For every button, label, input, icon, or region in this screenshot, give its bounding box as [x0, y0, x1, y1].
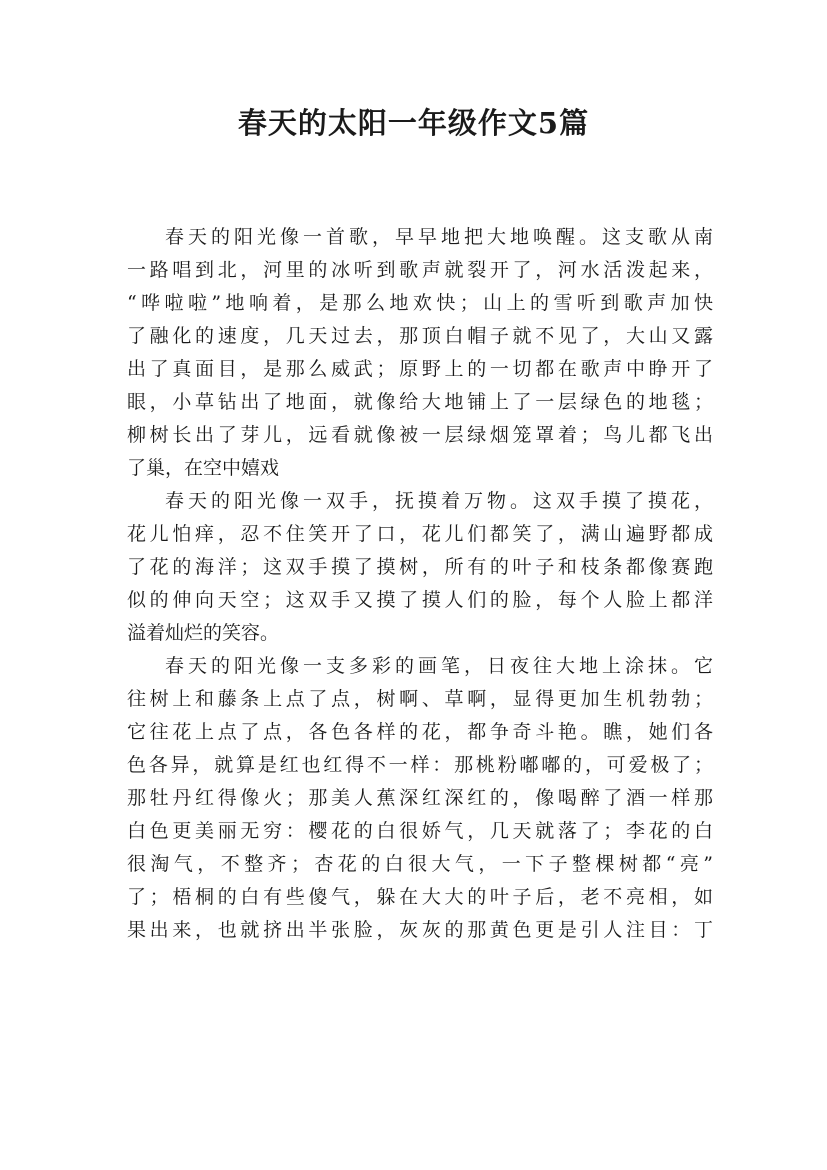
text-line: 它往花上点了点，各色各样的花，都争奇斗艳。瞧，她们各: [127, 721, 713, 743]
text-line: 花儿怕痒，忍不住笑开了口，花儿们都笑了，满山遍野都成: [127, 523, 713, 545]
text-line: “哗啦啦”地响着，是那么地欢快；山上的雪听到歌声加快: [127, 292, 713, 314]
text-line: 溢着灿烂的笑容。: [127, 622, 280, 644]
text-line: 白色更美丽无穷：樱花的白很娇气，几天就落了；李花的白: [127, 820, 713, 842]
text-line: 出了真面目，是那么威武；原野上的一切都在歌声中睁开了: [127, 358, 713, 380]
text-line: 春天的阳光像一首歌，早早地把大地唤醒。这支歌从南: [165, 226, 713, 248]
text-line: 那牡丹红得像火；那美人蕉深红深红的，像喝醉了酒一样那: [127, 787, 713, 809]
text-line: 一路唱到北，河里的冰听到歌声就裂开了，河水活泼起来，: [127, 259, 713, 281]
text-line: 春天的阳光像一支多彩的画笔，日夜往大地上涂抹。它: [165, 655, 713, 677]
text-line: 了；梧桐的白有些傻气，躲在大大的叶子后，老不亮相，如: [127, 886, 713, 908]
text-line: 了花的海洋；这双手摸了摸树，所有的叶子和枝条都像赛跑: [127, 556, 713, 578]
paragraph-3: [127, 650, 713, 947]
text-line: 色各异，就算是红也红得不一样：那桃粉嘟嘟的，可爱极了；: [127, 754, 713, 776]
text-line: 了融化的速度，几天过去，那顶白帽子就不见了，大山又露: [127, 325, 713, 347]
paragraph-1: [127, 221, 713, 485]
text-line: 了巢，在空中嬉戏: [127, 457, 280, 479]
document-title: 春天的太阳一年级作文5篇: [237, 106, 590, 140]
text-line: 很淘气，不整齐；杏花的白很大气，一下子整棵树都“亮”: [127, 853, 713, 875]
paragraph-2: [127, 485, 713, 650]
text-line: 眼，小草钻出了地面，就像给大地铺上了一层绿色的地毯；: [127, 391, 713, 413]
text-line: 柳树长出了芽儿，远看就像被一层绿烟笼罩着；鸟儿都飞出: [127, 424, 713, 446]
document-body: [127, 221, 713, 947]
text-line: 春天的阳光像一双手，抚摸着万物。这双手摸了摸花，: [165, 490, 713, 512]
text-line: 往树上和藤条上点了点，树啊、草啊，显得更加生机勃勃；: [127, 688, 713, 710]
text-line: 似的伸向天空；这双手又摸了摸人们的脸，每个人脸上都洋: [127, 589, 713, 611]
text-line: 果出来，也就挤出半张脸，灰灰的那黄色更是引人注目：丁: [127, 919, 713, 941]
